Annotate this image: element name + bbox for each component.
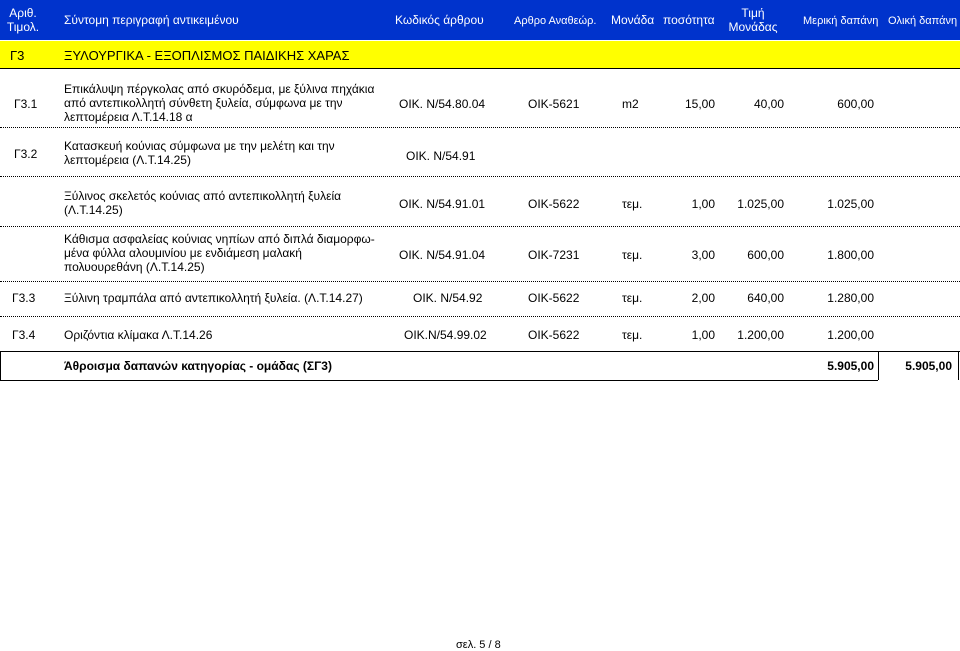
row-unit: τεμ. <box>622 291 643 305</box>
summary-label: Άθροισμα δαπανών κατηγορίας - ομάδας (ΣΓ3) <box>64 359 332 373</box>
row-article: ΟΙΚ. Ν/54.91.04 <box>399 248 486 262</box>
row-divider <box>0 127 960 128</box>
row-description: Κατασκευή κούνιας σύμφωνα με την μελέτη και την λεπτομέρεια (Λ.Τ.14.25) <box>64 139 335 167</box>
row-description: Επικάλυψη πέργκολας από σκυρόδεμα, με ξύλινα πηχάκια από αντεπικολλητή σύνθετη ξυλεία, σύμφωνα με την λεπτομέρεια Λ.Τ.14.18 α <box>64 82 375 124</box>
row-divider <box>0 281 960 282</box>
row-quantity: 3,00 <box>691 248 715 262</box>
row-code: Γ3.3 <box>12 291 36 305</box>
row-divider <box>0 176 960 177</box>
row-revised-article: ΟΙΚ-5622 <box>528 328 580 342</box>
row-article: ΟΙΚ. Ν/54.91.01 <box>399 197 486 211</box>
summary-right-border <box>958 351 959 380</box>
row-unit-price: 640,00 <box>747 291 784 305</box>
row-partial-cost: 1.280,00 <box>827 291 874 305</box>
row-partial-cost: 1.200,00 <box>827 328 874 342</box>
header-article-code: Κωδικός άρθρου <box>395 13 484 27</box>
row-code: Γ3.2 <box>14 147 38 161</box>
row-article: ΟΙΚ. Ν/54.92 <box>413 291 483 305</box>
row-partial-cost: 600,00 <box>837 97 874 111</box>
summary-bottom-border <box>0 380 878 381</box>
row-description: Ξύλινη τραμπάλα από αντεπικολλητή ξυλεία. (Λ.Τ.14.27) <box>64 291 363 305</box>
header-total-cost: Ολική δαπάνη <box>888 15 958 27</box>
header-code-line2: Τιμολ. <box>6 20 40 34</box>
header-unit-price-line2: Μονάδας <box>728 20 778 34</box>
row-description: Κάθισμα ασφαλείας κούνιας νηπίων από διπλά διαμορφω-μένα φύλλα αλουμινίου με ενδιάμεση μαλακή πολυουρεθάνη (Λ.Τ.14.25) <box>64 232 375 274</box>
row-quantity: 1,00 <box>691 197 715 211</box>
row-revised-article: ΟΙΚ-5622 <box>528 197 580 211</box>
header-quantity: ποσότητα <box>663 13 715 27</box>
row-unit: τεμ. <box>622 197 643 211</box>
row-quantity: 1,00 <box>691 328 715 342</box>
row-revised-article: ΟΙΚ-5621 <box>528 97 580 111</box>
row-partial-cost: 1.025,00 <box>827 197 874 211</box>
row-quantity: 15,00 <box>684 97 715 111</box>
table-header <box>0 0 960 40</box>
row-unit-price: 1.200,00 <box>737 328 784 342</box>
row-unit: τεμ. <box>622 248 643 262</box>
row-description: Οριζόντια κλίμακα Λ.Τ.14.26 <box>64 328 213 342</box>
summary-total-cost: 5.905,00 <box>905 359 952 373</box>
row-unit: m2 <box>622 97 639 111</box>
header-description: Σύντομη περιγραφή αντικειμένου <box>64 13 239 27</box>
row-description: Ξύλινος σκελετός κούνιας από αντεπικολλητή ξυλεία (Λ.Τ.14.25) <box>64 189 342 217</box>
header-unit: Μονάδα <box>611 13 655 27</box>
summary-mid-border <box>878 351 879 380</box>
summary-partial-cost: 5.905,00 <box>827 359 874 373</box>
row-divider <box>0 316 960 317</box>
row-article: ΟΙΚ. Ν/54.91 <box>406 149 476 163</box>
row-partial-cost: 1.800,00 <box>827 248 874 262</box>
group-header <box>0 41 960 69</box>
header-code-line1: Αριθ. <box>9 6 37 20</box>
row-revised-article: ΟΙΚ-7231 <box>528 248 580 262</box>
group-title: ΞΥΛΟΥΡΓΙΚΑ - ΕΞΟΠΛΙΣΜΟΣ ΠΑΙΔΙΚΗΣ ΧΑΡΑΣ <box>64 48 350 63</box>
header-revised-article: Αρθρο Αναθεώρ. <box>514 15 597 27</box>
summary-left-border <box>0 351 1 380</box>
row-code: Γ3.4 <box>12 328 36 342</box>
header-unit-price-line1: Τιμή <box>741 6 765 20</box>
row-revised-article: ΟΙΚ-5622 <box>528 291 580 305</box>
row-quantity: 2,00 <box>691 291 715 305</box>
row-unit-price: 1.025,00 <box>737 197 784 211</box>
row-code: Γ3.1 <box>14 97 38 111</box>
row-article: ΟΙΚ. Ν/54.80.04 <box>399 97 486 111</box>
row-unit: τεμ. <box>622 328 643 342</box>
row-unit-price: 40,00 <box>753 97 784 111</box>
row-article: ΟΙΚ.Ν/54.99.02 <box>404 328 487 342</box>
row-unit-price: 600,00 <box>747 248 784 262</box>
header-partial-cost: Μερική δαπάνη <box>803 15 879 27</box>
summary-top-border <box>0 351 960 352</box>
page-number: σελ. 5 / 8 <box>456 639 501 651</box>
row-divider <box>0 226 960 227</box>
group-code: Γ3 <box>10 48 25 63</box>
